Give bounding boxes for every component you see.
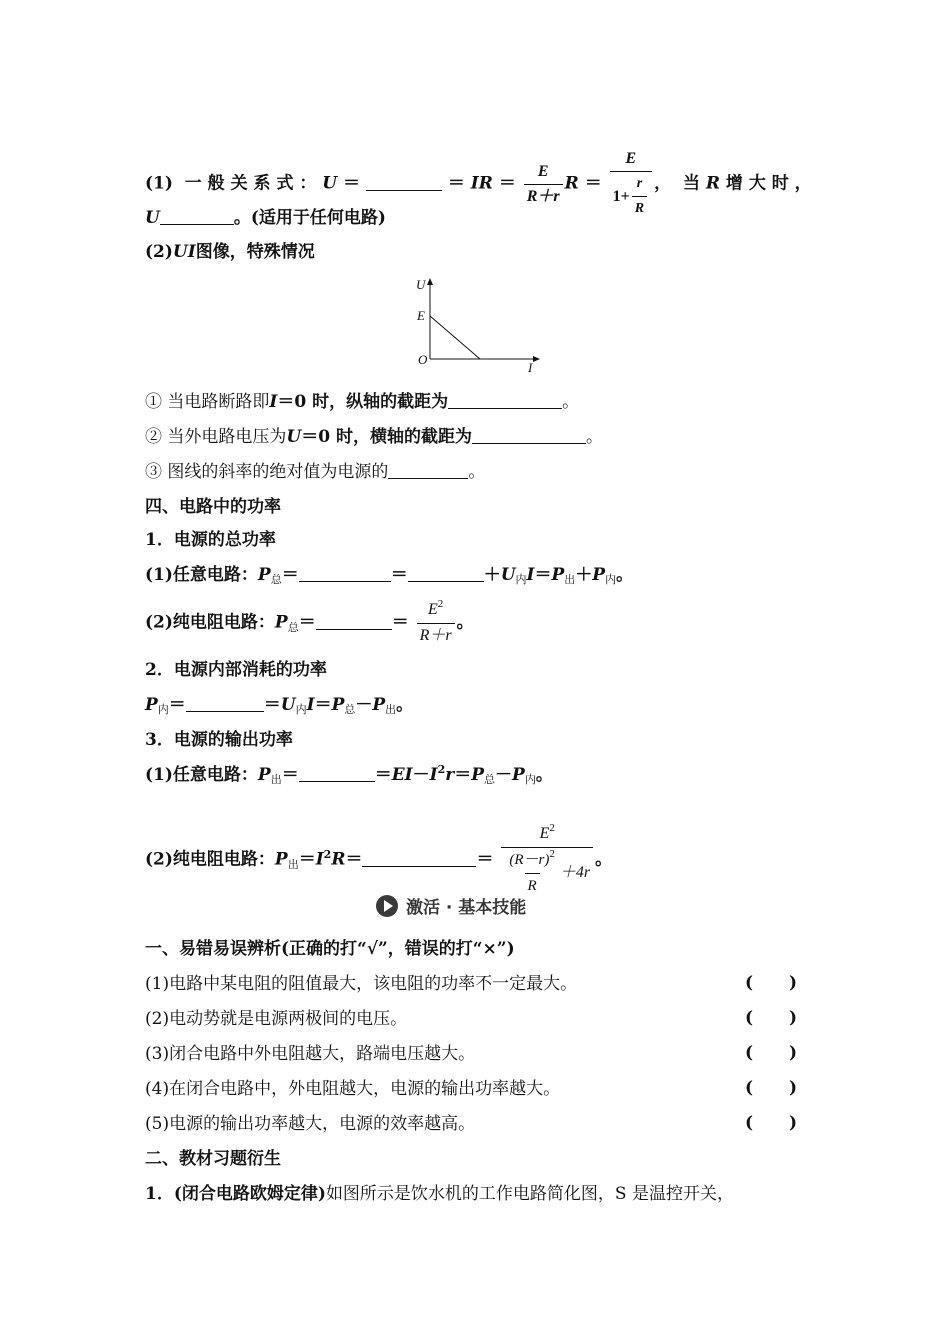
answer-blank[interactable] [448, 392, 562, 409]
case-1: ① 当电路断路即I＝0 时，纵轴的截距为 。 [145, 392, 580, 412]
section-banner [376, 893, 526, 918]
exercise-1: 1．(闭合电路欧姆定律)如图所示是饮水机的工作电路简化图，S 是温控开关， [145, 1184, 734, 1204]
judgment-item-4: (4)在闭合电路中，外电阻越大，电源的输出功率越大。 [145, 1079, 561, 1099]
ui-line [430, 316, 480, 359]
textbook-section-heading: 二、教材习题衍生 [145, 1149, 281, 1169]
answer-paren-3[interactable]: ( ) [745, 1043, 797, 1063]
answer-blank[interactable] [472, 427, 586, 444]
x-axis-arrow [533, 356, 540, 362]
play-icon [376, 895, 398, 917]
fraction-e-over-r-plus-r: $\frac{E}{R+r}$ [524, 161, 563, 208]
ui-graph-heading: (2)UI图像，特殊情况 [145, 242, 315, 262]
ui-graph [408, 272, 548, 377]
answer-blank[interactable] [316, 613, 392, 630]
section-title: 激活 · 基本技能 [406, 898, 527, 918]
answer-blank[interactable] [366, 174, 442, 191]
subheading-total-power: 1．电源的总功率 [145, 530, 276, 550]
total-power-pure-resistive: (2)纯电阻电路：P总＝ ＝ $\frac{E^2}{R+r}$ 。 [145, 599, 474, 647]
origin-label: O [418, 352, 428, 367]
judgment-item-3: (3)闭合电路中外电阻越大，路端电压越大。 [145, 1044, 476, 1064]
section-4-heading: 四、电路中的功率 [145, 497, 281, 517]
answer-blank[interactable] [299, 765, 375, 782]
answer-blank[interactable] [160, 208, 234, 225]
answer-blank[interactable] [408, 565, 484, 582]
fraction-e-over-1-plus-r-over-R: E 1+ $\frac{r}{R}$ [610, 148, 652, 220]
internal-power-formula: P内＝ ＝U内I＝P总－P出。 [145, 695, 414, 716]
formula-line-1-cont: U 。(适用于任何电路) [145, 208, 386, 228]
fraction-e2-over-r-plus-r: $\frac{E^2}{R+r}$ [417, 599, 455, 647]
answer-blank[interactable] [186, 695, 264, 712]
total-power-any-circuit: (1)任意电路：P总＝ ＝ ＋U内I＝P出＋P内。 [145, 565, 634, 586]
answer-blank[interactable] [388, 462, 468, 479]
formula-line-1: (1) 一 般 关 系 式 ： U ＝ ＝ IR ＝ $\frac{E}{R+r}$ R ＝ E 1+ $\frac{r}{R}$ ， 当 R 增 大 时 ， [145, 148, 812, 220]
subheading-internal-power: 2．电源内部消耗的功率 [145, 660, 327, 680]
answer-paren-2[interactable]: ( ) [745, 1008, 797, 1028]
judgment-item-1: (1)电路中某电阻的阻值最大，该电阻的功率不一定最大。 [145, 974, 578, 994]
y-axis-arrow [427, 278, 433, 285]
axis-label-u: U [416, 277, 426, 292]
judgment-header: 一、易错易误辨析(正确的打“√”，错误的打“×”) [145, 939, 515, 959]
axis-label-i: I [528, 360, 533, 375]
subheading-output-power: 3．电源的输出功率 [145, 730, 293, 750]
answer-paren-1[interactable]: ( ) [745, 973, 797, 993]
output-power-pure-resistive: (2)纯电阻电路：P出$=I^2R=$ ＝ $E^2$ $\frac{(R-r)^2}{R}$ ＋4r 。 [145, 823, 612, 897]
answer-blank[interactable] [299, 565, 391, 582]
intercept-label-e: E [417, 308, 425, 323]
judgment-item-5: (5)电源的输出功率越大，电源的效率越高。 [145, 1114, 476, 1134]
answer-paren-5[interactable]: ( ) [745, 1113, 797, 1133]
judgment-item-2: (2)电动势就是电源两极间的电压。 [145, 1009, 408, 1029]
fraction-output-power: $E^2$ $\frac{(R-r)^2}{R}$ ＋4r [501, 823, 593, 897]
answer-blank[interactable] [362, 850, 476, 867]
answer-paren-4[interactable]: ( ) [745, 1078, 797, 1098]
case-3: ③ 图线的斜率的绝对值为电源的 。 [145, 462, 486, 482]
output-power-any-circuit: (1)任意电路：P出＝ $=EI-I^2r=P$总－P内。 [145, 763, 553, 786]
case-2: ② 当外电路电压为U＝0 时，横轴的截距为 。 [145, 427, 603, 447]
